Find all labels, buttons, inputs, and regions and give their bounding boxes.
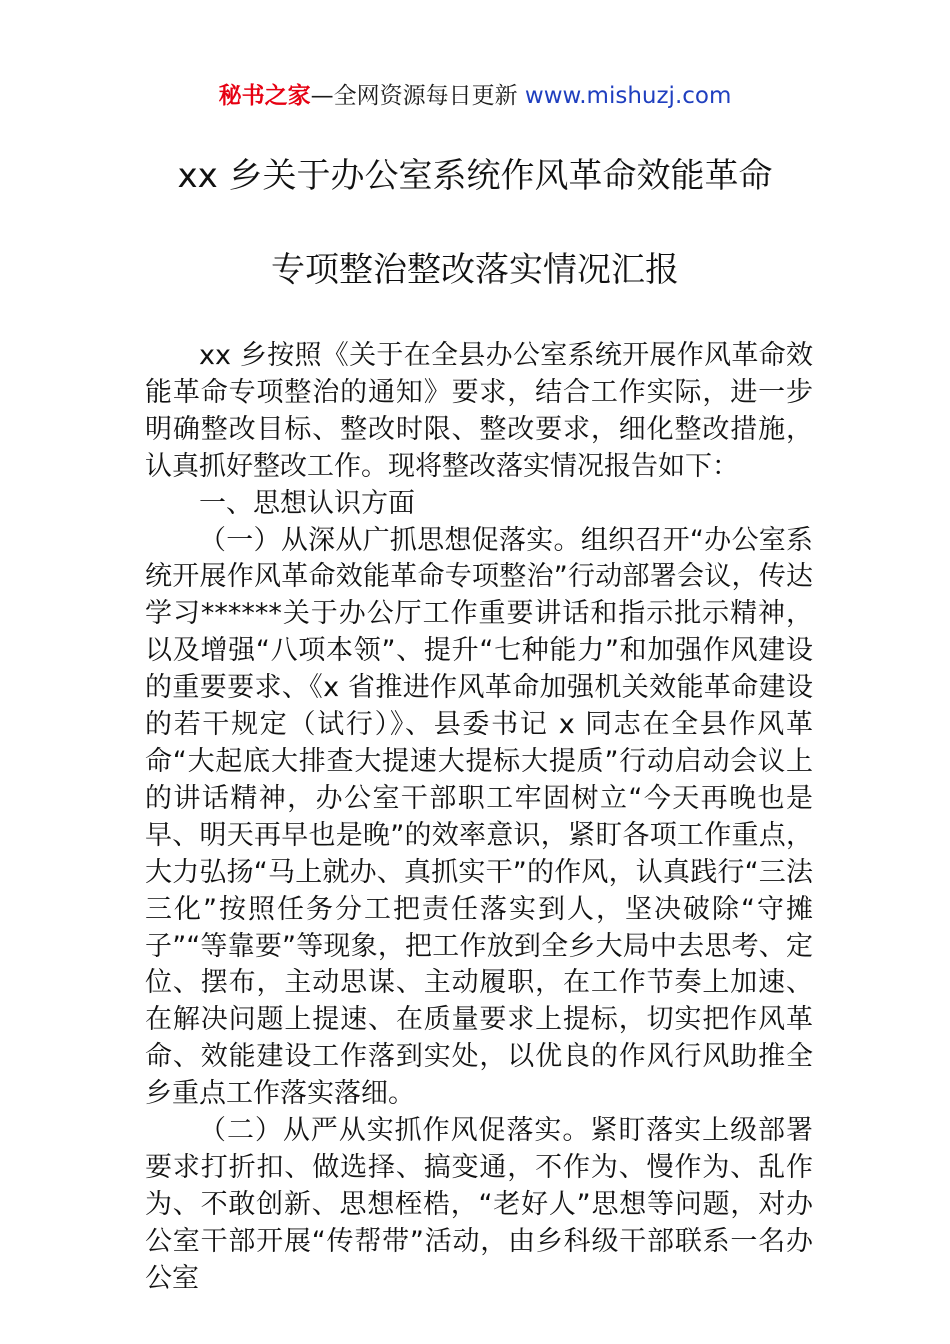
body-paragraph: （一）从深从广抓思想促落实。组织召开“办公室系统开展作风革命效能革命专项整治”行动部署会议，传达学习******关于办公厅工作重要讲话和指示批示精神，以及增强“八项本领”、提升“七种能力”和加强作风建设的重要要求、《x 省推进作风革命加强机关效能革命建设的若干规定（试行）》、县委书记 x 同志在全县作风革命“大起底大排查大提速大提标大提质”行动启动会议上的讲话精神，办公室干部职工牢固树立“今天再晚也是早、明天再早也是晚”的效率意识，紧盯各项工作重点，大力弘扬“马上就办、真抓实干”的作风，认真践行“三法三化”按照任务分工把责任落实到人，坚决破除“守摊子”“等靠要”等现象，把工作放到全乡大局中去思考、定位、摆布，主动思谋、主动履职，在工作节奏上加速、在解决问题上提速、在质量要求上提标，切实把作风革命、效能建设工作落到实处，以优良的作风行风助推全乡重点工作落实落细。 bbox=[145, 524, 813, 1110]
document-title-line-1: xx 乡关于办公室系统作风革命效能革命 bbox=[177, 156, 773, 196]
body-paragraph: （二）从严从实抓作风促落实。紧盯落实上级部署要求打折扣、做选择、搞变通，不作为、慢作为、乱作为、不敢创新、思想桎梏，“老好人”思想等问题，对办公室干部开展“传帮带”活动，由乡科级干部联系一名办公室 bbox=[145, 1115, 813, 1294]
section-heading: 一、思想认识方面 bbox=[199, 487, 415, 519]
intro-paragraph: xx 乡按照《关于在全县办公室系统开展作风革命效能革命专项整治的通知》要求，结合工作实际，进一步明确整改目标、整改时限、整改要求，细化整改措施，认真抓好整改工作。现将整改落实情况报告如下： bbox=[145, 340, 813, 482]
document-title-line-2: 专项整治整改落实情况汇报 bbox=[271, 250, 679, 290]
site-header bbox=[0, 80, 950, 112]
site-slogan: —全网资源每日更新 bbox=[310, 83, 525, 109]
site-url[interactable]: www.mishuzj.com bbox=[524, 83, 732, 109]
site-brand: 秘书之家 bbox=[218, 83, 311, 109]
document-body bbox=[145, 338, 813, 1298]
